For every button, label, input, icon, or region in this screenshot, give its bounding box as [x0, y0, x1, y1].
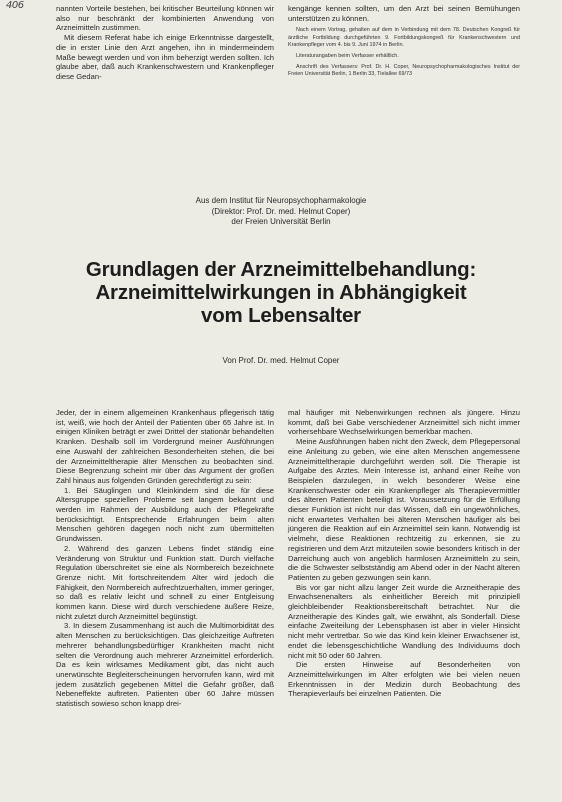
paragraph: 2. Während des ganzen Lebens findet ständig eine Veränderung von Struktur und Funktion statt. Durch vielfache Regulation überschreitet sie eine als Normbereich bezeichnete Grenze nicht. Mit fortschreitendem Alter wird jedoch die Fähigkeit, den Normbereich aufrechtzuerhalten, immer geringer, so daß es relativ leicht und schnell zu einer Entgleisung kommen kann. Diese wird durch verschiedene äußere Reize, nicht zuletzt durch Arzneimittel begünstigt.: [56, 543, 274, 621]
article-title: [0, 258, 562, 327]
paragraph: Meine Ausführungen haben nicht den Zweck, dem Pflegepersonal eine Anleitung zu geben, wie eine alten Menschen angemessene Arzneimitteltherapie durchgeführt werden soll. Die Therapie ist Aufgabe des Arztes. Mein Interesse ist, anhand einer Reihe von Beispielen darzulegen, in welch besonderer Weise eine Krankenschwester oder ein Krankenpfleger als Therapievermittler des älteren Patienten beteiligt ist. Voraussetzung für die Erfüllung dieser Funktion ist nicht nur das Wissen, daß ein ungewöhnliches, nicht erwartetes Verhalten bei älteren Menschen häufiger als bei jüngeren die Reaktion auf ein Arzneimittel sein kann. Notwendig ist vielmehr, diese Reaktionen rechtzeitig zu erkennen, sie zu registrieren und dem Arzt mitzuteilen sowie besonders kritisch in der Darreichung auch von angeblich harmlosen Arzneimitteln zu sein, die die Schwester selbstständig am Abend oder in der Nacht älteren Patienten zu geben gezwungen sein kann.: [288, 437, 520, 582]
paragraph: 1. Bei Säuglingen und Kleinkindern sind die für diese Altersgruppe speziellen Probleme seit langem bekannt und werden im Rahmen der Ausbildung auch der Pflegekräfte berücksichtigt. Entsprechende Erfahrungen beim alten Menschen gehören dagegen noch nicht zum übermittelten Grundwissen.: [56, 485, 274, 544]
institute-director: (Direktor: Prof. Dr. med. Helmut Coper): [211, 206, 351, 216]
top-left-column: [56, 4, 274, 82]
paragraph: Mit diesem Referat habe ich einige Erkenntnisse dargestellt, die in erster Linie den Arzt angehen, ihn in mindermeindem Maße bewegt werden und von ihm beherzigt werden sollten. Ich glaube aber, daß auch Krankenschwestern und Krankenpfleger diese Gedan-: [56, 33, 274, 81]
paragraph: Bis vor gar nicht allzu langer Zeit wurde die Arzneitherapie des Erwachsenenalters als einheitlicher Bereich mit prinzipiell gleichbleibender Reaktionsbereitschaft betrachtet. Nur die Arzneitherapie des Kindes galt, wie erwähnt, als Sonderfall. Diese einfache Zweiteilung der Lebensphasen ist aber in vieler Hinsicht nicht mehr vertretbar. So wie das Kind kein kleiner Erwachsener ist, endet die lebensgeschichtliche Wandlung des Individuums doch nicht mit 50 oder 60 Jahren.: [288, 582, 520, 660]
paragraph: Jeder, der in einem allgemeinen Krankenhaus pflegerisch tätig ist, weiß, wie hoch der Anteil der Patienten über 65 Jahre ist. In einigen Kliniken beträgt er zwei Drittel der stationär behandelten Kranken. Deshalb soll im Vordergrund meiner Ausführungen eine Auswahl der zahlreichen Besonderheiten stehen, die bei der Arzneimitteltherapie älter Menschen zu beobachten sind. Diese Begrenzung scheint mir über das Argument der großen Zahl hinaus aus folgenden Gründen gerechtfertigt zu sein:: [56, 408, 274, 485]
paragraph: 3. In diesem Zusammenhang ist auch die Multimorbidität des alten Menschen zu berücksichtigen. Das gleichzeitige Auftreten mehrerer behandlungsbedürftiger Krankheiten macht nicht selten die Verordnung auch mehrerer Arzneimittel erforderlich. Da es kein wirksames Medikament gibt, das nicht auch unerwünschte Begleiterscheinungen hervorrufen kann, wird mit jedem zusätzlich gegebenen Mittel die Gefahr größer, daß Nebeneffekte auftreten. Patienten über 60 Jahre müssen statistisch sowieso schon knapp drei-: [56, 621, 274, 709]
body-left-column: [56, 408, 274, 709]
author-address: Anschrift des Verfassers: Prof. Dr. H. Coper, Neuropsychopharmakologisches Institut der Freien Universität Berlin, 1 Berlin 33, Tielallee 69/73: [288, 64, 520, 78]
footnote: Nach einem Vortrag, gehalten auf dem in Verbindung mit dem 78. Deutschen Kongreß für ärztliche Fortbildung durchgeführten 9. Fortbildungskongreß für Krankenschwestern und Krankenpfleger vom 4. bis 9. Juni 1974 in Berlin.: [288, 27, 520, 48]
paragraph: nannten Vorteile bestehen, bei kritischer Beurteilung können wir also nur beschränkt der kombinierten Anwendung von Arzneimitteln zustimmen.: [56, 4, 274, 33]
paragraph: kengänge kennen sollten, um den Arzt bei seinen Bemühungen unterstützen zu können.: [288, 4, 520, 23]
paragraph: mal häufiger mit Nebenwirkungen rechnen als jüngere. Hinzu kommt, daß bei Gabe verschiedener Arzneimittel sich nicht immer vorhersehbare Wechselwirkungen bemerkbar machen.: [288, 408, 520, 437]
title-line: Arzneimittelwirkungen in Abhängigkeit: [95, 281, 467, 304]
body-right-column: [288, 408, 520, 699]
footnote: Literaturangaben beim Verfasser erhältlich.: [296, 53, 399, 60]
author-byline: Von Prof. Dr. med. Helmut Coper: [222, 356, 340, 365]
institute-university: der Freien Universität Berlin: [231, 217, 331, 226]
institute-line: Aus dem Institut für Neuropsychopharmakologie: [195, 196, 367, 205]
paragraph: Die ersten Hinweise auf Besonderheiten von Arzneimittelwirkungen im Alter erfolgten wie bei vielen neuen Erkenntnissen in der Medizin durch Beobachtung des Therapieverlaufs bei einzelnen Patienten. Die: [288, 660, 520, 699]
top-right-column: [288, 4, 520, 79]
title-line: vom Lebensalter: [201, 304, 361, 327]
title-line: Grundlagen der Arzneimittelbehandlung:: [85, 258, 477, 281]
institute-header: [0, 196, 562, 228]
handwritten-page-number: 406: [6, 0, 24, 11]
